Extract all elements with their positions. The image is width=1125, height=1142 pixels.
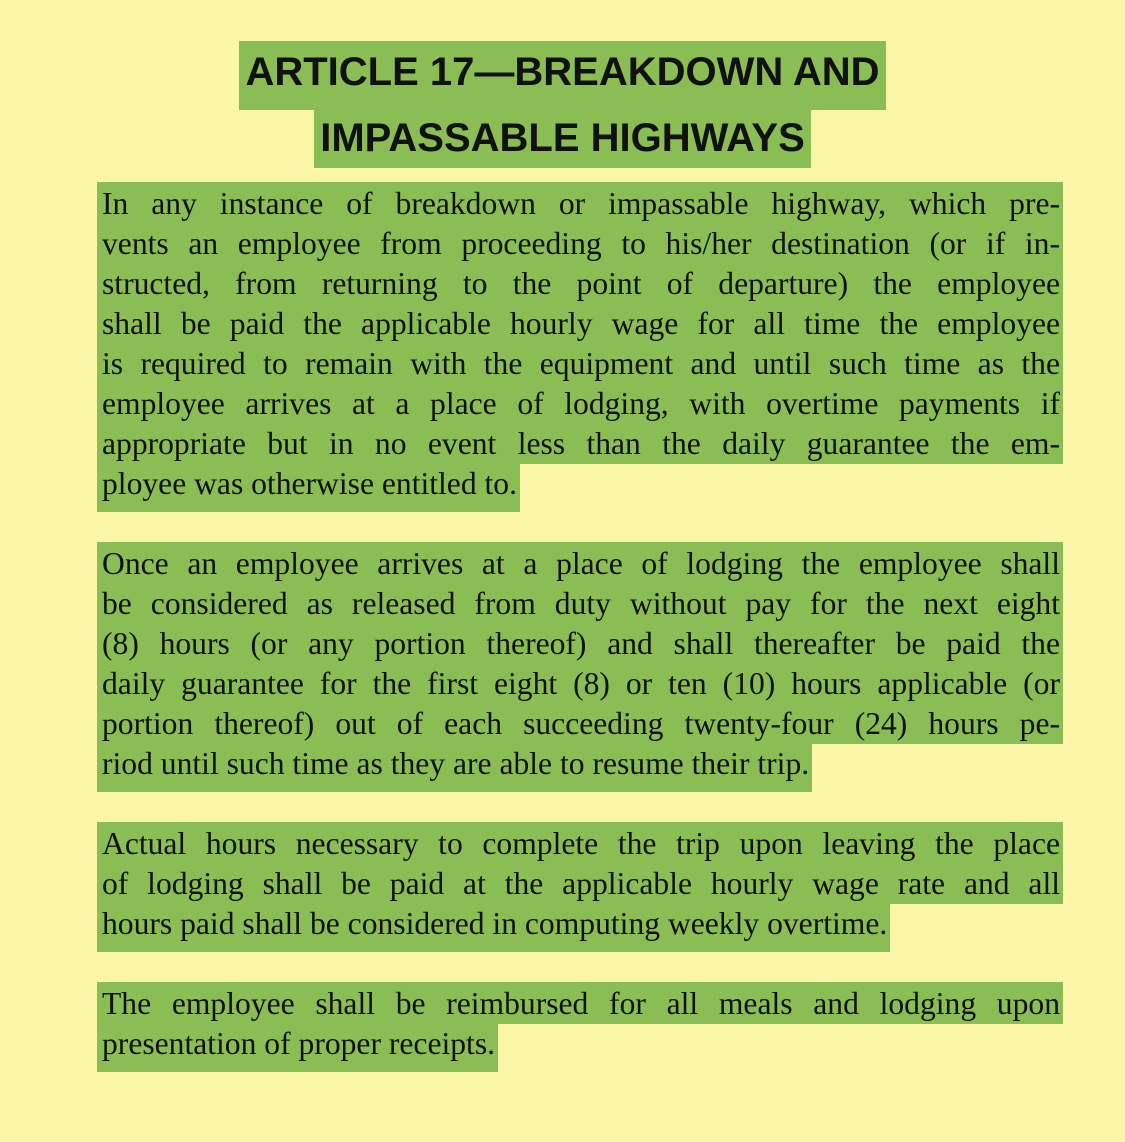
paragraph-lodging-release <box>97 542 1063 802</box>
paragraph-line: (8) hours (or any portion thereof) and shall thereafter be paid the <box>97 624 1063 664</box>
paragraph-line: portion thereof) out of each succeeding twenty-four (24) hours pe- <box>97 704 1063 744</box>
paragraph-line: of lodging shall be paid at the applicable hourly wage rate and all <box>97 864 1063 904</box>
paragraph-breakdown-pay <box>97 182 1063 522</box>
paragraph-line: shall be paid the applicable hourly wage for all time the employee <box>97 304 1063 344</box>
paragraph-reimbursement <box>97 982 1063 1082</box>
paragraph-line: The employee shall be reimbursed for all meals and lodging upon <box>97 982 1063 1024</box>
paragraph-actual-hours <box>97 822 1063 962</box>
paragraph-line: employee arrives at a place of lodging, with overtime payments if <box>97 384 1063 424</box>
paragraph-line: ployee was otherwise entitled to. <box>97 464 520 512</box>
paragraph-line: Once an employee arrives at a place of lodging the employee shall <box>97 542 1063 584</box>
paragraph-line: presentation of proper receipts. <box>97 1024 498 1072</box>
paragraph-line: structed, from returning to the point of departure) the employee <box>97 264 1063 304</box>
paragraph-line: be considered as released from duty without pay for the next eight <box>97 584 1063 624</box>
paragraph-line: is required to remain with the equipment and until such time as the <box>97 344 1063 384</box>
paragraph-line: In any instance of breakdown or impassable highway, which pre- <box>97 182 1063 224</box>
article-title <box>0 41 1125 168</box>
article-title-line-2: IMPASSABLE HIGHWAYS <box>314 110 811 168</box>
article-title-line-1: ARTICLE 17—BREAKDOWN AND <box>239 41 885 110</box>
paragraph-line: appropriate but in no event less than the daily guarantee the em- <box>97 424 1063 464</box>
paragraph-line: Actual hours necessary to complete the trip upon leaving the place <box>97 822 1063 864</box>
paragraph-line: riod until such time as they are able to resume their trip. <box>97 744 812 792</box>
paragraph-line: vents an employee from proceeding to his/her destination (or if in- <box>97 224 1063 264</box>
paragraph-line: hours paid shall be considered in computing weekly overtime. <box>97 904 890 952</box>
paragraph-line: daily guarantee for the first eight (8) or ten (10) hours applicable (or <box>97 664 1063 704</box>
